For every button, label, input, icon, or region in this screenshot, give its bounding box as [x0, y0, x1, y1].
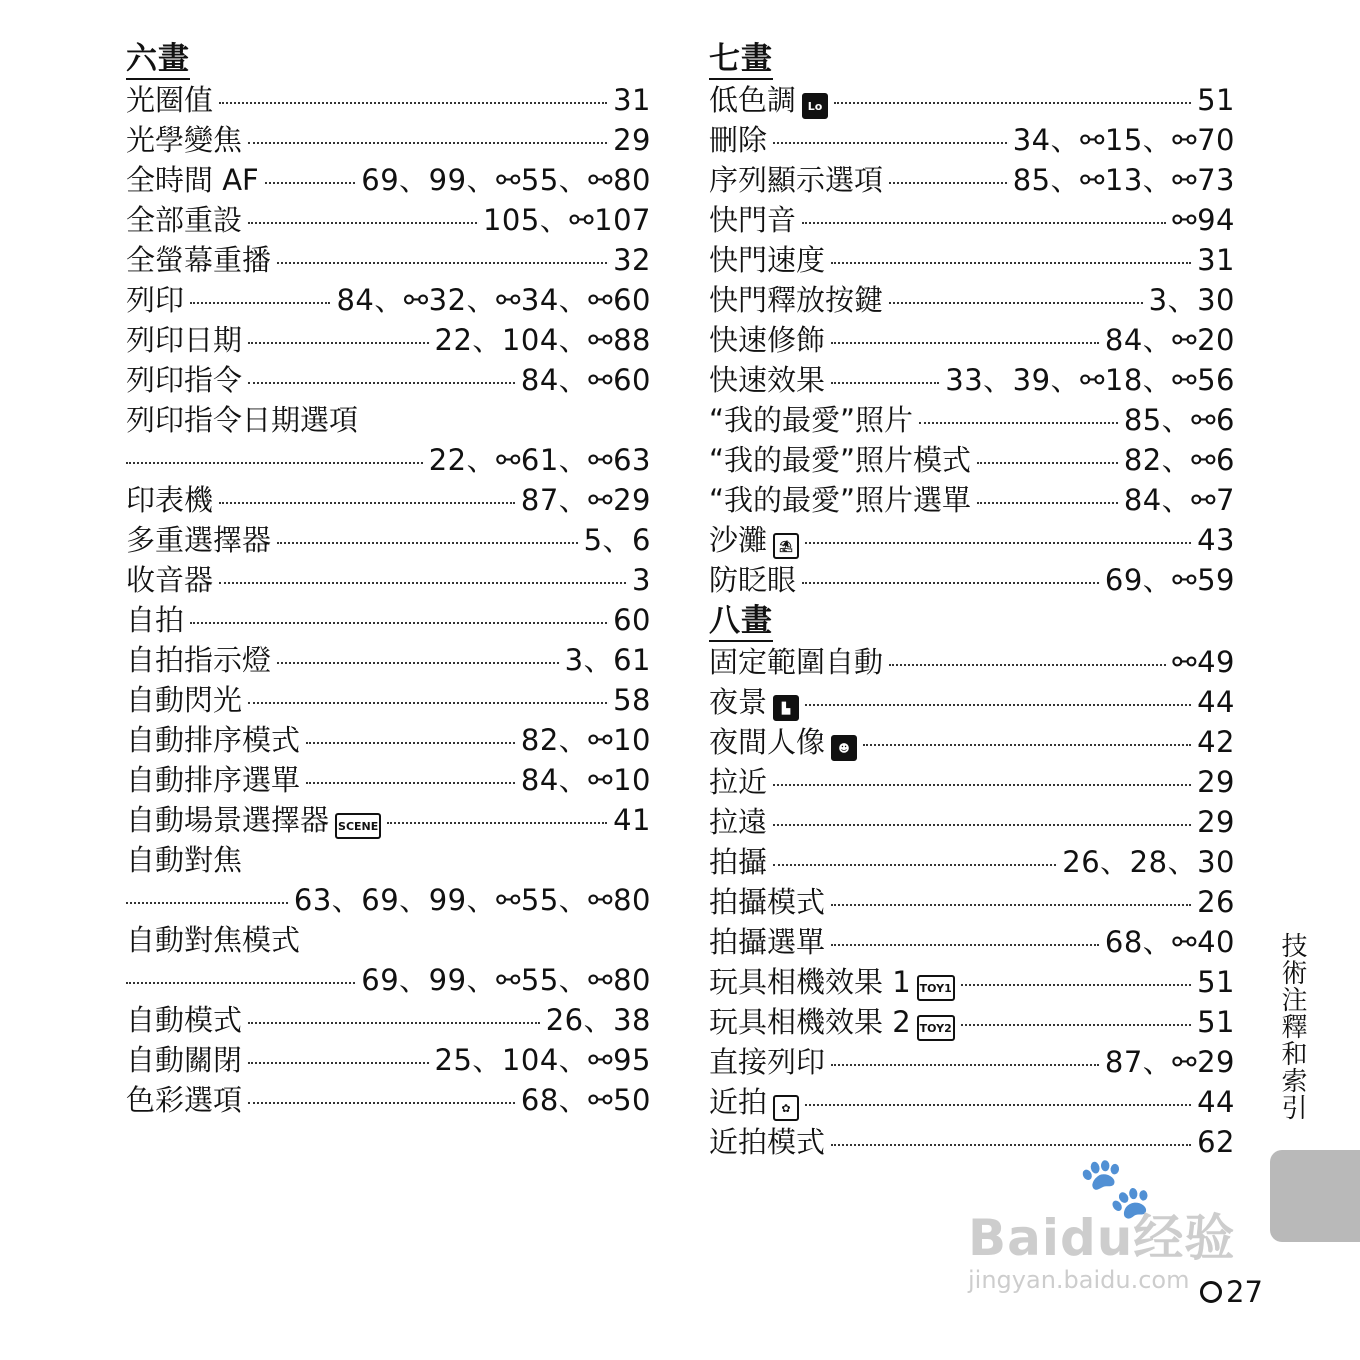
index-entry [126, 720, 651, 760]
entry-pages: 51 [1197, 1005, 1235, 1039]
page-number [1200, 1275, 1263, 1309]
entry-pages: 63、69、99、⚯55、⚯80 [293, 883, 651, 917]
dot-leader [219, 502, 515, 504]
entry-pages: 33、39、⚯18、⚯56 [945, 363, 1235, 397]
entry-term: “我的最愛”照片選單 [709, 483, 972, 517]
entry-pages: 51 [1197, 965, 1235, 999]
entry-pages: 44 [1197, 685, 1235, 719]
index-entry [709, 560, 1235, 600]
entry-term: 自動對焦 [126, 843, 243, 877]
scene-mode-icon: ✿ [773, 1095, 799, 1121]
index-entry [126, 440, 651, 480]
entry-term: 快門釋放按鍵 [709, 283, 884, 317]
index-entry [709, 240, 1235, 280]
dot-leader [889, 182, 1007, 184]
dot-leader [961, 984, 1191, 986]
entry-term: 夜間人像 [709, 725, 826, 759]
index-entry [126, 560, 651, 600]
index-entry [126, 880, 651, 920]
index-column-left [126, 38, 651, 1120]
dot-leader [248, 1022, 540, 1024]
index-entry [126, 920, 651, 960]
dot-leader [831, 944, 1099, 946]
dot-leader [773, 864, 1056, 866]
entry-term: 列印指令日期選項 [126, 403, 359, 437]
watermark-url: jingyan.baidu.com [968, 1266, 1190, 1294]
index-entry [126, 760, 651, 800]
entry-term: 近拍模式 [709, 1125, 826, 1159]
dot-leader [277, 262, 607, 264]
entry-pages: 22、104、⚯88 [434, 323, 651, 357]
entry-term: 列印 [126, 283, 185, 317]
index-entry [126, 200, 651, 240]
dot-leader [805, 1104, 1191, 1106]
dot-leader [277, 662, 559, 664]
index-entry [126, 160, 651, 200]
index-entry [709, 962, 1235, 1002]
index-entry [709, 922, 1235, 962]
page-number-value: 27 [1226, 1275, 1263, 1309]
scene-mode-icon: Lo [802, 93, 828, 119]
entry-pages: 41 [613, 803, 651, 837]
dot-leader [248, 1062, 429, 1064]
entry-pages: ⚯49 [1172, 645, 1235, 679]
index-entry [709, 520, 1235, 560]
entry-pages: 43 [1197, 523, 1235, 557]
index-entry [709, 440, 1235, 480]
entry-pages: 31 [613, 83, 651, 117]
entry-term: 自動場景選擇器 [126, 803, 330, 837]
index-entry [126, 320, 651, 360]
entry-pages: 105、⚯107 [482, 203, 651, 237]
section-heading-six-strokes: 六畫 [126, 38, 651, 80]
entry-term: 防眨眼 [709, 563, 797, 597]
index-entry [126, 240, 651, 280]
index-entry [709, 80, 1235, 120]
entry-pages: 84、⚯20 [1104, 323, 1235, 357]
dot-leader [219, 102, 607, 104]
dot-leader [961, 1024, 1191, 1026]
entry-pages: 26 [1197, 885, 1235, 919]
dot-leader [863, 744, 1191, 746]
entry-pages: 85、⚯13、⚯73 [1012, 163, 1235, 197]
dot-leader [805, 704, 1191, 706]
dot-leader [977, 462, 1118, 464]
entry-term: 序列顯示選項 [709, 163, 884, 197]
entry-term: 自動排序模式 [126, 723, 301, 757]
watermark-brand: Baidu经验 [968, 1209, 1236, 1267]
dot-leader [126, 462, 423, 464]
entry-pages: 25、104、⚯95 [434, 1043, 651, 1077]
dot-leader [248, 1102, 515, 1104]
index-entry [709, 1122, 1235, 1162]
dot-leader [773, 824, 1191, 826]
index-entry [126, 360, 651, 400]
dot-leader [831, 382, 939, 384]
entry-term: 印表機 [126, 483, 214, 517]
entry-term: “我的最愛”照片模式 [709, 443, 972, 477]
entry-term: 多重選擇器 [126, 523, 272, 557]
index-entry [709, 480, 1235, 520]
index-entry [126, 80, 651, 120]
index-entry [126, 1040, 651, 1080]
dot-leader [248, 222, 477, 224]
index-entry [126, 280, 651, 320]
dot-leader [802, 582, 1099, 584]
index-entry [126, 680, 651, 720]
entry-pages: 84、⚯32、⚯34、⚯60 [336, 283, 651, 317]
entry-pages: 22、⚯61、⚯63 [428, 443, 651, 477]
dot-leader [248, 142, 607, 144]
entry-pages: 82、⚯10 [520, 723, 651, 757]
entry-pages: 29 [1197, 805, 1235, 839]
index-entry [709, 1042, 1235, 1082]
entry-pages: 60 [613, 603, 651, 637]
entry-term: 列印指令 [126, 363, 243, 397]
entry-pages: 85、⚯6 [1123, 403, 1235, 437]
dot-leader [306, 782, 515, 784]
entry-term: 全螢幕重播 [126, 243, 272, 277]
entry-term: 拉近 [709, 765, 768, 799]
entry-term: 拍攝選單 [709, 925, 826, 959]
index-entry [126, 960, 651, 1000]
dot-leader [773, 784, 1191, 786]
entry-term: 快門音 [709, 203, 797, 237]
entry-term: 拉遠 [709, 805, 768, 839]
dot-leader [805, 542, 1191, 544]
entry-pages: 84、⚯60 [520, 363, 651, 397]
dot-leader [248, 702, 607, 704]
scene-mode-icon: ▙ [773, 695, 799, 721]
dot-leader [387, 822, 607, 824]
entry-term: 自動對焦模式 [126, 923, 301, 957]
index-entry [709, 1082, 1235, 1122]
entry-term: 快速修飾 [709, 323, 826, 357]
entry-term: 自拍 [126, 603, 185, 637]
entry-term: 自拍指示燈 [126, 643, 272, 677]
entry-term: 光圈值 [126, 83, 214, 117]
index-entry [126, 400, 651, 440]
index-entry [126, 840, 651, 880]
dot-leader [219, 582, 626, 584]
dot-leader [889, 664, 1166, 666]
dot-leader [248, 342, 429, 344]
index-entry [126, 800, 651, 840]
index-entry [709, 200, 1235, 240]
chapter-side-label: 技術注釋和索引 [1277, 932, 1307, 1121]
entry-pages: 44 [1197, 1085, 1235, 1119]
entry-pages: 26、38 [545, 1003, 651, 1037]
index-column-right [709, 38, 1235, 1162]
entry-term: 快速效果 [709, 363, 826, 397]
entry-pages: 5、6 [583, 523, 651, 557]
entry-term: 近拍 [709, 1085, 768, 1119]
entry-pages: 62 [1197, 1125, 1235, 1159]
index-list-seven-strokes [709, 80, 1235, 600]
index-list-six-strokes [126, 80, 651, 1120]
index-entry [126, 1080, 651, 1120]
entry-term: 拍攝 [709, 845, 768, 879]
index-entry [709, 1002, 1235, 1042]
scene-mode-icon: TOY1 [917, 975, 955, 1001]
entry-term: 自動排序選單 [126, 763, 301, 797]
index-entry [709, 762, 1235, 802]
entry-term: 自動關閉 [126, 1043, 243, 1077]
entry-pages: 87、⚯29 [520, 483, 651, 517]
entry-pages: 69、99、⚯55、⚯80 [361, 963, 651, 997]
index-entry [709, 360, 1235, 400]
entry-term: 光學變焦 [126, 123, 243, 157]
dot-leader [248, 382, 515, 384]
dot-leader [834, 102, 1191, 104]
entry-term: 拍攝模式 [709, 885, 826, 919]
dot-leader [277, 542, 578, 544]
entry-pages: 32 [613, 243, 651, 277]
entry-pages: 69、⚯59 [1104, 563, 1235, 597]
dot-leader [831, 1144, 1191, 1146]
dot-leader [831, 342, 1099, 344]
dot-leader [126, 982, 355, 984]
entry-pages: 3、61 [564, 643, 651, 677]
entry-pages: 87、⚯29 [1104, 1045, 1235, 1079]
entry-pages: 84、⚯7 [1123, 483, 1235, 517]
entry-term: 色彩選項 [126, 1083, 243, 1117]
index-entry [709, 400, 1235, 440]
entry-term: 刪除 [709, 123, 768, 157]
chapter-tab [1270, 1150, 1360, 1242]
dot-leader [190, 622, 607, 624]
index-entry [709, 802, 1235, 842]
index-entry [126, 1000, 651, 1040]
entry-term: 快門速度 [709, 243, 826, 277]
index-entry [709, 682, 1235, 722]
dot-leader [306, 742, 515, 744]
index-entry [709, 842, 1235, 882]
entry-pages: 31 [1197, 243, 1235, 277]
dot-leader [831, 904, 1191, 906]
dot-leader [831, 262, 1191, 264]
entry-pages: 68、⚯40 [1104, 925, 1235, 959]
entry-term: “我的最愛”照片 [709, 403, 914, 437]
entry-pages: 51 [1197, 83, 1235, 117]
scene-mode-icon: TOY2 [917, 1015, 955, 1041]
index-entry [709, 280, 1235, 320]
entry-term: 低色調 [709, 83, 797, 117]
index-entry [126, 480, 651, 520]
dot-leader [773, 142, 1007, 144]
entry-pages: 82、⚯6 [1123, 443, 1235, 477]
entry-term: 直接列印 [709, 1045, 826, 1079]
entry-pages: 68、⚯50 [520, 1083, 651, 1117]
entry-pages: 58 [613, 683, 651, 717]
section-heading-seven-strokes: 七畫 [709, 38, 1235, 80]
entry-pages: 42 [1197, 725, 1235, 759]
entry-term: 列印日期 [126, 323, 243, 357]
entry-term: 玩具相機效果 1 [709, 965, 911, 999]
scene-mode-icon: ⛱ [773, 533, 799, 559]
entry-pages: 3、30 [1148, 283, 1235, 317]
entry-term: 收音器 [126, 563, 214, 597]
index-entry [709, 882, 1235, 922]
entry-pages: 34、⚯15、⚯70 [1012, 123, 1235, 157]
entry-term: 全部重設 [126, 203, 243, 237]
dot-leader [831, 1064, 1099, 1066]
section-heading-eight-strokes: 八畫 [709, 600, 1235, 642]
entry-pages: 29 [1197, 765, 1235, 799]
entry-term: 自動閃光 [126, 683, 243, 717]
index-entry [126, 120, 651, 160]
reference-section-icon [1200, 1281, 1222, 1303]
entry-term: 玩具相機效果 2 [709, 1005, 911, 1039]
dot-leader [919, 422, 1118, 424]
index-entry [709, 722, 1235, 762]
dot-leader [265, 182, 356, 184]
entry-pages: 3 [632, 563, 651, 597]
index-entry [126, 600, 651, 640]
index-entry [709, 320, 1235, 360]
entry-term: 全時間 AF [126, 163, 259, 197]
index-entry [709, 120, 1235, 160]
index-entry [126, 640, 651, 680]
entry-term: 沙灘 [709, 523, 768, 557]
index-entry [126, 520, 651, 560]
entry-term: 夜景 [709, 685, 768, 719]
dot-leader [977, 502, 1118, 504]
dot-leader [889, 302, 1143, 304]
entry-pages: ⚯94 [1172, 203, 1235, 237]
paw-logo-icon: 🐾 [1078, 1153, 1153, 1223]
entry-term: 固定範圍自動 [709, 645, 884, 679]
entry-pages: 26、28、30 [1062, 845, 1235, 879]
entry-pages: 84、⚯10 [520, 763, 651, 797]
index-list-eight-strokes [709, 642, 1235, 1162]
entry-term: 自動模式 [126, 1003, 243, 1037]
index-entry [709, 642, 1235, 682]
dot-leader [802, 222, 1166, 224]
dot-leader [190, 302, 330, 304]
scene-mode-icon: ☻ [831, 735, 857, 761]
index-entry [709, 160, 1235, 200]
scene-mode-icon: SCENE [335, 813, 381, 839]
dot-leader [126, 902, 288, 904]
entry-pages: 29 [613, 123, 651, 157]
entry-pages: 69、99、⚯55、⚯80 [361, 163, 651, 197]
